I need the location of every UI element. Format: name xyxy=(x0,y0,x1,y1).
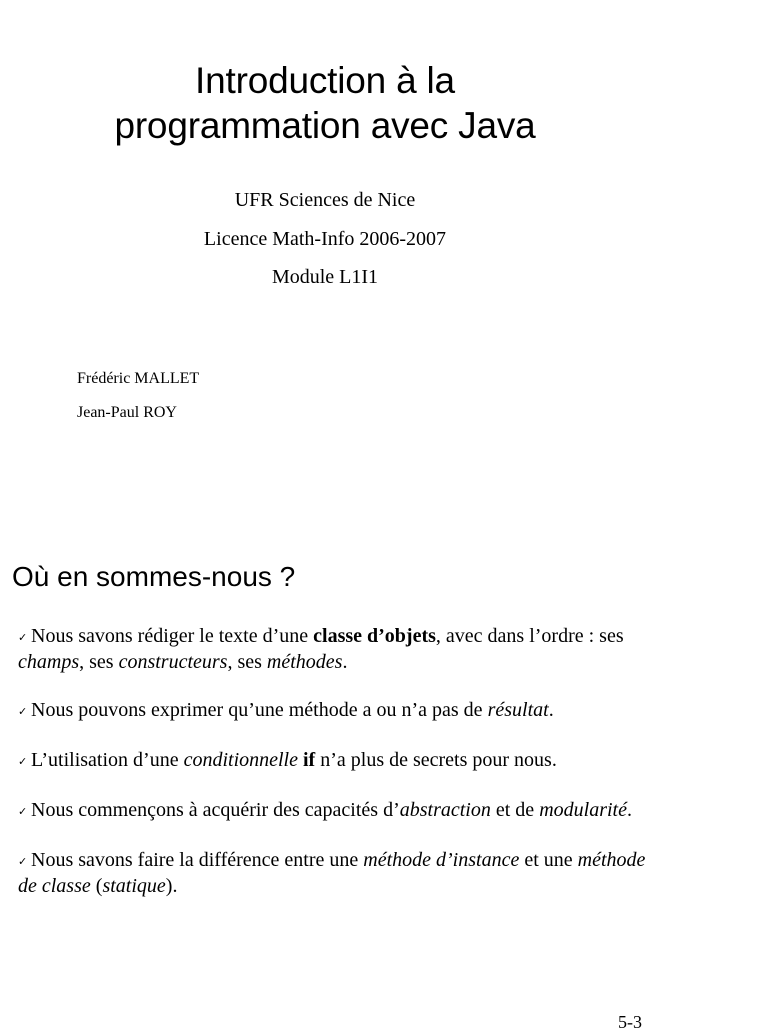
university-line: UFR Sciences de Nice xyxy=(234,189,416,211)
list-item: ✓ L’utilisation d’une conditionnelle if n’a plus de secrets pour nous. xyxy=(18,748,648,774)
author-name: Frédéric MALLET xyxy=(77,370,200,387)
page-number: 5-3 xyxy=(618,1012,642,1032)
title-line-2: programmation avec Java xyxy=(114,105,536,146)
check-icon: ✓ xyxy=(18,632,28,644)
list-item: ✓ Nous savons faire la différence entre une méthode d’instance et une méthode de classe (statique). xyxy=(18,849,646,897)
module-line: Module L1I1 xyxy=(271,266,379,288)
bullet-list xyxy=(18,624,648,922)
list-item: ✓ Nous commençons à acquérir des capacités d’abstraction et de modularité. xyxy=(18,798,648,824)
check-icon: ✓ xyxy=(18,756,28,768)
degree-line: Licence Math-Info 2006-2007 xyxy=(203,228,447,250)
check-icon: ✓ xyxy=(18,806,28,818)
check-icon: ✓ xyxy=(18,856,28,868)
title-line-1: Introduction à la xyxy=(195,60,455,101)
section-title: Où en sommes-nous ? xyxy=(12,561,296,592)
list-item: ✓ Nous savons rédiger le texte d’une classe d’objets, avec dans l’ordre : ses champs, ses constructeurs, ses méthodes. xyxy=(18,625,624,673)
author-name: Jean-Paul ROY xyxy=(77,404,177,421)
check-icon: ✓ xyxy=(18,706,28,718)
list-item: ✓ Nous pouvons exprimer qu’une méthode a ou n’a pas de résultat. xyxy=(18,698,648,724)
